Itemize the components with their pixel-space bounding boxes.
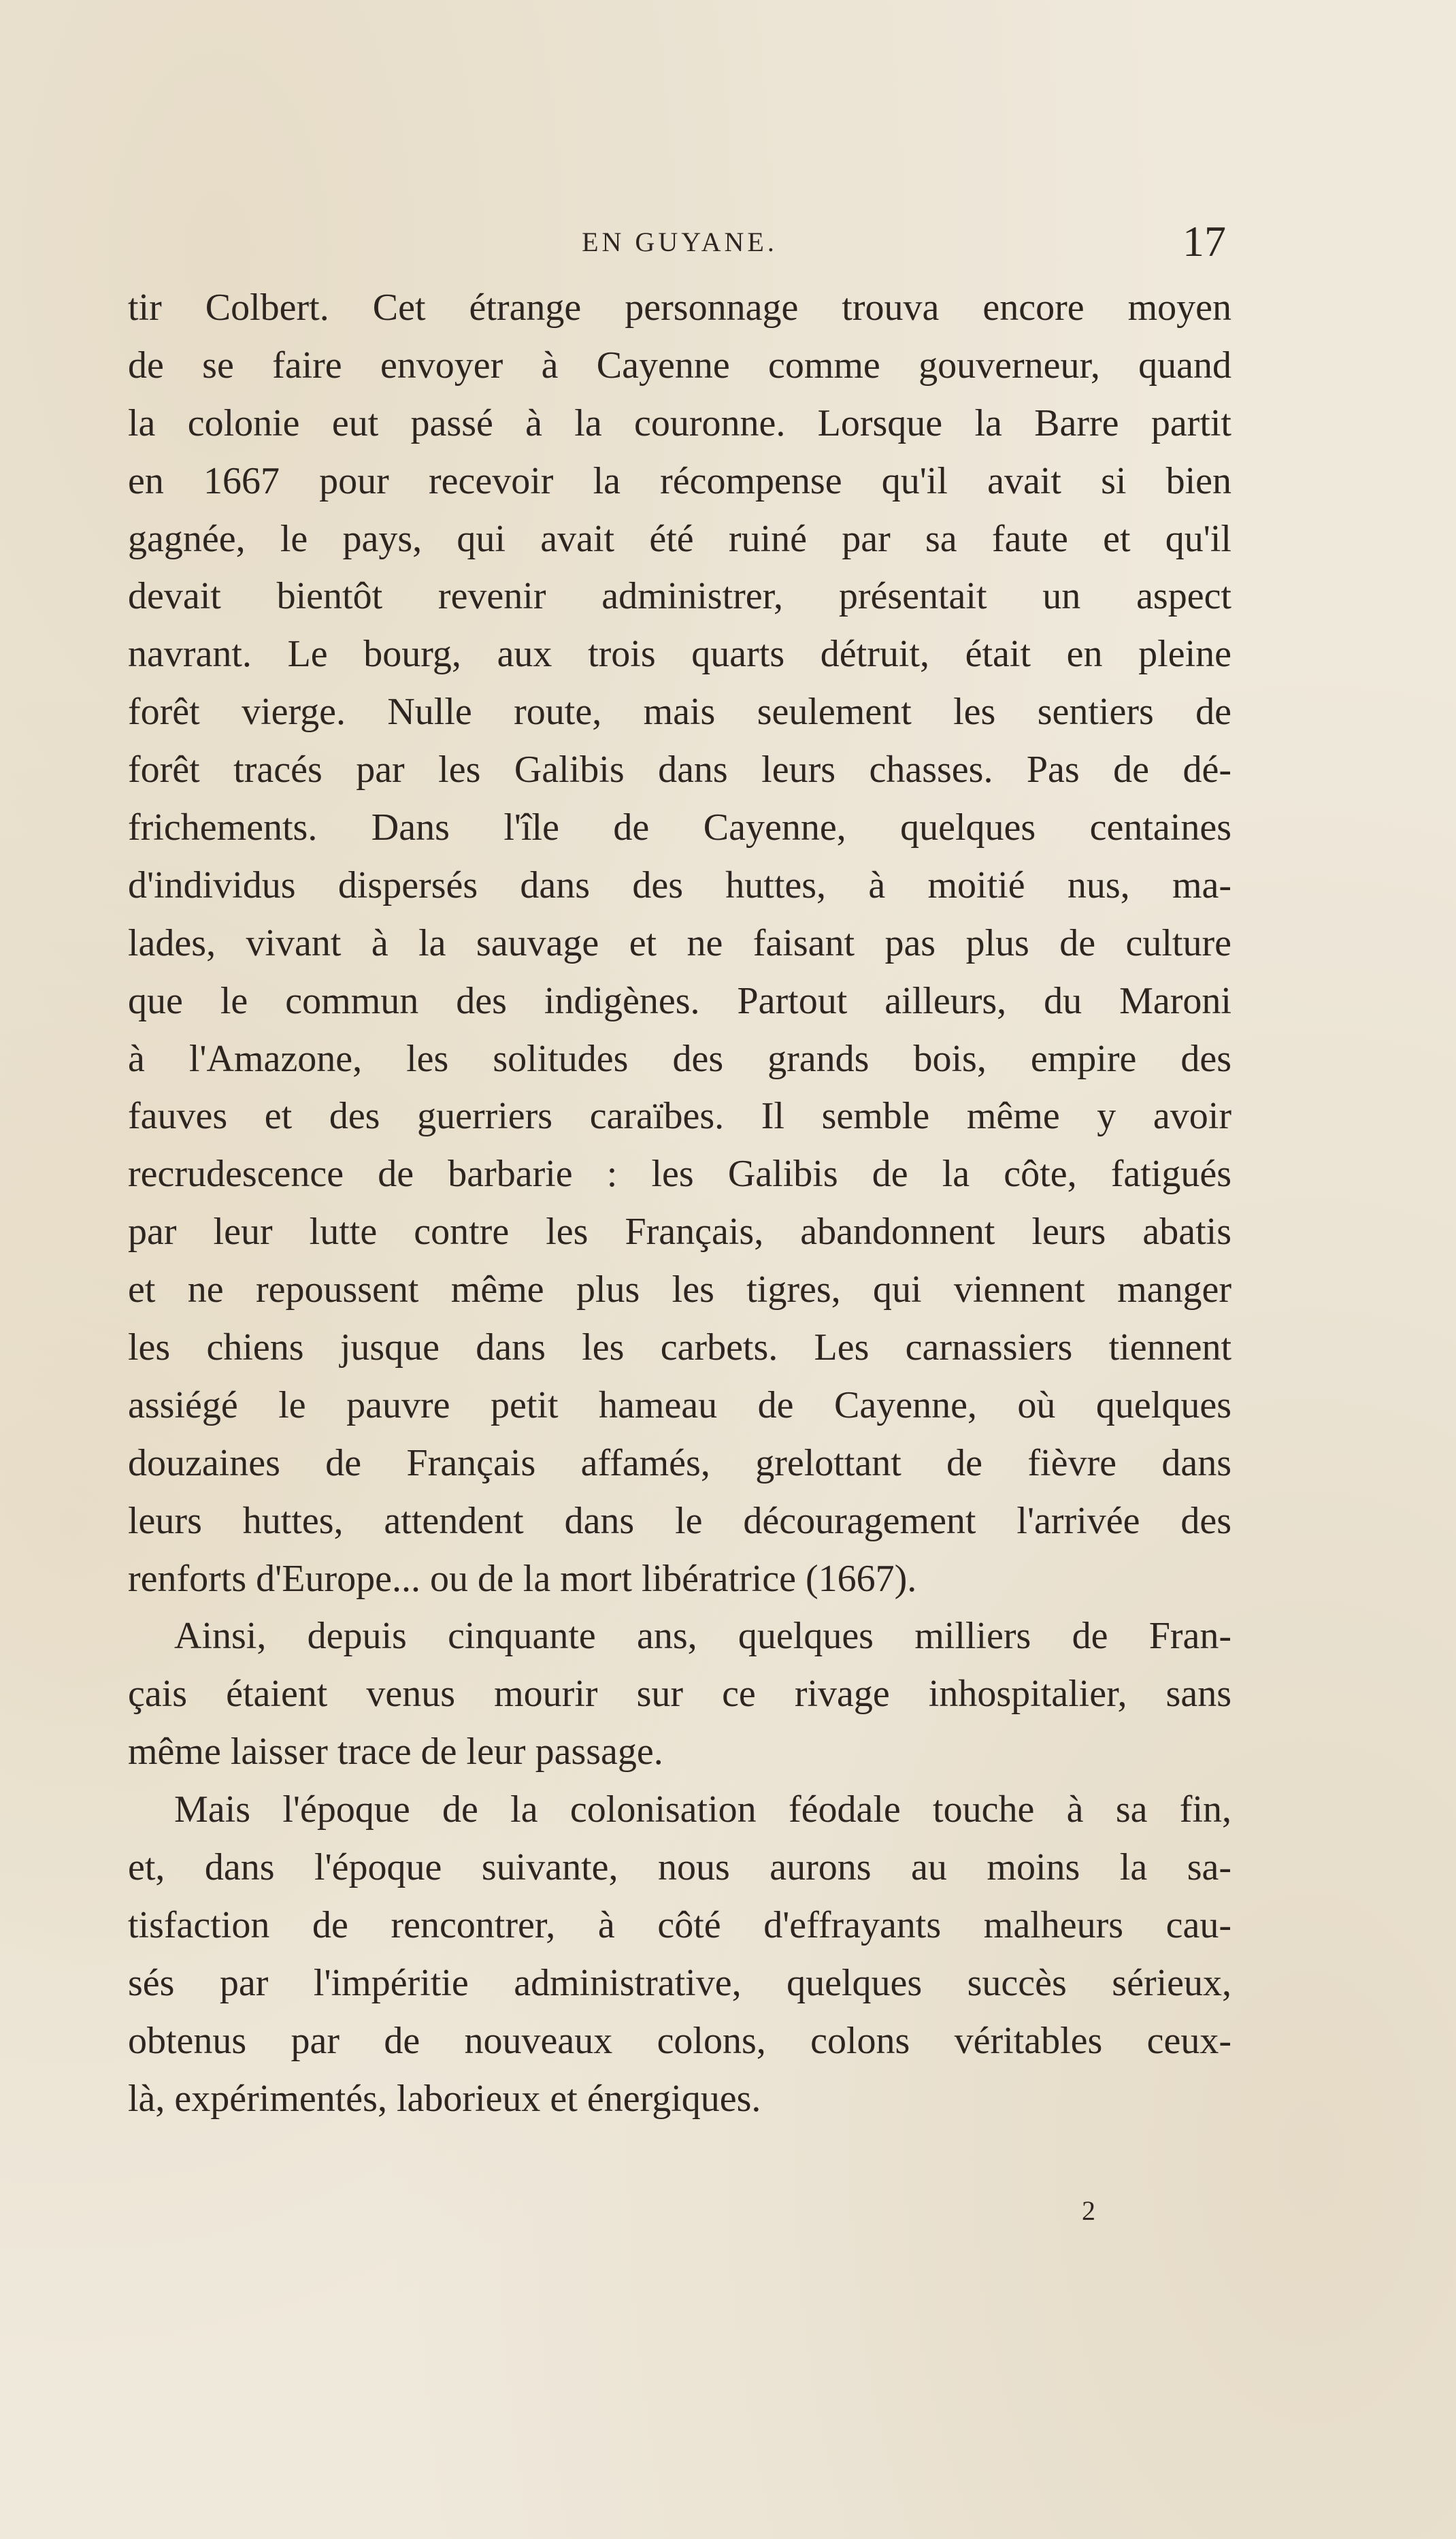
text-line: même laisser trace de leur passage. [128, 1731, 663, 1773]
text-line: navrant. Le bourg, aux trois quarts détruit, était en pleine [128, 633, 1231, 676]
text-line: en 1667 pour recevoir la récompense qu'il avait si bien [128, 459, 1231, 502]
running-title: EN GUYANE. [582, 227, 778, 257]
text-line: fauves et des guerriers caraïbes. Il semble même y avoir [128, 1095, 1231, 1138]
page-number: 17 [1182, 217, 1226, 265]
running-head [128, 216, 1231, 271]
body-text [128, 279, 1231, 2128]
text-line: çais étaient venus mourir sur ce rivage inhospitalier, sans [128, 1673, 1231, 1716]
text-line: sés par l'impéritie administrative, quelques succès sérieux, [128, 1961, 1231, 2004]
text-line: forêt vierge. Nulle route, mais seulement les sentiers de [128, 691, 1231, 734]
text-line: douzaines de Français affamés, grelottant de fièvre dans [128, 1441, 1231, 1484]
text-line: lades, vivant à la sauvage et ne faisant pas plus de culture [128, 921, 1231, 964]
text-line: leurs huttes, attendent dans le découragement l'arrivée des [128, 1499, 1231, 1542]
text-line: gagnée, le pays, qui avait été ruiné par sa faute et qu'il [128, 517, 1231, 560]
text-line: à l'Amazone, les solitudes des grands bois, empire des [128, 1037, 1231, 1080]
text-line: renforts d'Europe... ou de la mort libératrice (1667). [128, 1557, 917, 1600]
text-line: que le commun des indigènes. Partout ailleurs, du Maroni [128, 979, 1231, 1022]
text-line: la colonie eut passé à la couronne. Lorsque la Barre partit [128, 402, 1231, 444]
text-line: là, expérimentés, laborieux et énergiques. [128, 2077, 761, 2120]
text-line: frichements. Dans l'île de Cayenne, quelques centaines [128, 806, 1231, 849]
signature-mark: 2 [1082, 2195, 1095, 2226]
text-line: tir Colbert. Cet étrange personnage trouva encore moyen [128, 286, 1231, 329]
text-line: et, dans l'époque suivante, nous aurons au moins la sa- [128, 1846, 1231, 1889]
text-line: Ainsi, depuis cinquante ans, quelques milliers de Fran- [174, 1615, 1231, 1658]
text-line: de se faire envoyer à Cayenne comme gouverneur, quand [128, 344, 1231, 387]
text-line: forêt tracés par les Galibis dans leurs chasses. Pas de dé- [128, 749, 1231, 791]
text-line: et ne repoussent même plus les tigres, qui viennent manger [128, 1268, 1231, 1311]
text-line: tisfaction de rencontrer, à côté d'effrayants malheurs cau- [128, 1903, 1231, 1946]
text-line: par leur lutte contre les Français, abandonnent leurs abatis [128, 1211, 1231, 1254]
text-line: obtenus par de nouveaux colons, colons véritables ceux- [128, 2019, 1231, 2062]
text-line: Mais l'époque de la colonisation féodale touche à sa fin, [174, 1788, 1231, 1831]
text-line: assiégé le pauvre petit hameau de Cayenne, où quelques [128, 1383, 1231, 1426]
text-line: d'individus dispersés dans des huttes, à moitié nus, ma- [128, 864, 1231, 906]
text-line: les chiens jusque dans les carbets. Les carnassiers tiennent [128, 1326, 1231, 1369]
text-line: recrudescence de barbarie : les Galibis de la côte, fatigués [128, 1153, 1231, 1196]
text-line: devait bientôt revenir administrer, présentait un aspect [128, 575, 1231, 618]
